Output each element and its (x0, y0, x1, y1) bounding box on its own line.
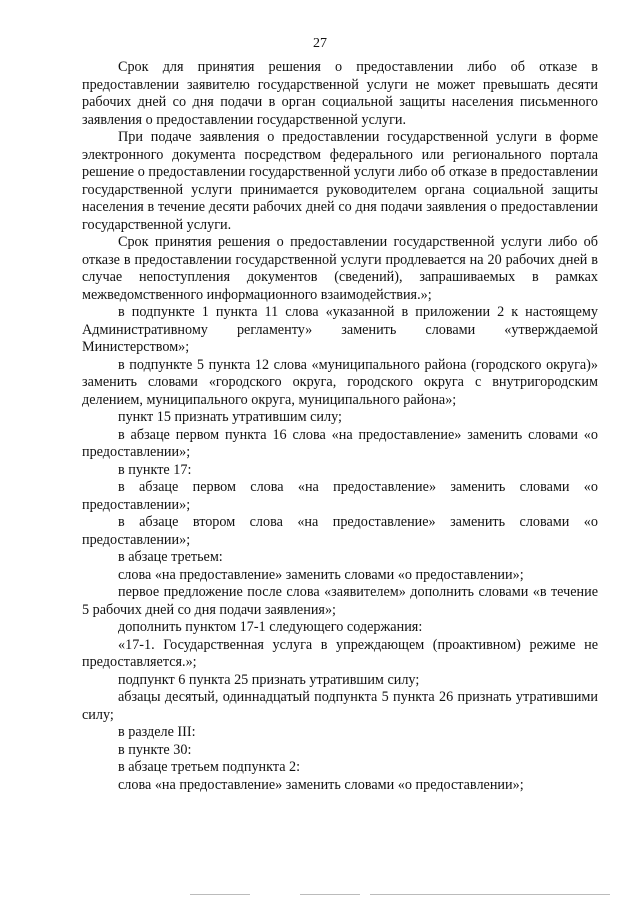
paragraph: слова «на предоставление» заменить словами «о предоставлении»; (118, 566, 524, 583)
paragraph: в разделе III: (118, 724, 196, 740)
paragraph: «17-1. Государственная услуга в упреждающем (проактивном) режиме не предоставляется.»; (82, 636, 598, 670)
paragraph: в абзаце втором слова «на предоставление» заменить словами «о предоставлении»; (82, 514, 598, 548)
page-number: 27 (313, 36, 327, 51)
paragraph: в пункте 30: (118, 741, 192, 758)
paragraph: слова «на предоставление» заменить словами «о предоставлении»; (118, 776, 524, 793)
paragraph: Срок для принятия решения о предоставлении либо об отказе в предоставлении заявителю государственной услуги не может превышать десяти рабочих дней со дня подачи в орган социальной защиты населения письменного заявления о предоставлении государственной услуги. (82, 59, 598, 128)
paragraph: Срок принятия решения о предоставлении государственной услуги либо об отказе в предоставлении государственной услуги продлевается на 20 рабочих дней в случае непоступления документов (сведений), запрашиваемых в рамках межведомственного информационного взаимодействия.»; (82, 234, 598, 303)
scan-artifact-line (370, 894, 610, 895)
scan-artifact-line (190, 894, 250, 895)
paragraph: в абзаце первом слова «на предоставление» заменить словами «о предоставлении»; (82, 479, 598, 513)
paragraph: пункт 15 признать утратившим силу; (118, 409, 342, 425)
paragraph: первое предложение после слова «заявителем» дополнить словами «в течение 5 рабочих дней со дня подачи заявления»; (82, 584, 598, 618)
paragraph: При подаче заявления о предоставлении государственной услуги в форме электронного документа посредством федерального или регионального портала решение о предоставлении государственной услуги либо об отказе в предоставлении государственной услуги принимается руководителем органа социальной защиты населения в течение десяти рабочих дней со дня подачи заявления о предоставлении государственной услуги. (82, 129, 598, 233)
paragraph: абзацы десятый, одиннадцатый подпункта 5 пункта 26 признать утратившими силу; (82, 689, 598, 723)
paragraph: в подпункте 1 пункта 11 слова «указанной в приложении 2 к настоящему Административному регламенту» заменить словами «утверждаемой Министерством»; (82, 304, 598, 355)
paragraph: подпункт 6 пункта 25 признать утратившим силу; (118, 671, 420, 688)
scan-artifact-line (300, 894, 360, 895)
paragraph: в абзаце третьем: (118, 549, 223, 565)
paragraph: в пункте 17: (118, 461, 192, 478)
paragraph: в подпункте 5 пункта 12 слова «муниципального района (городского округа)» заменить словами «городского округа, городского округа с внутригородским делением, муниципального округа, муниципального района»; (82, 356, 598, 408)
document-body (82, 59, 598, 794)
paragraph: в абзаце третьем подпункта 2: (118, 759, 301, 775)
paragraph: дополнить пунктом 17-1 следующего содержания: (118, 619, 423, 635)
paragraph: в абзаце первом пункта 16 слова «на предоставление» заменить словами «о предоставлении»; (82, 426, 598, 460)
